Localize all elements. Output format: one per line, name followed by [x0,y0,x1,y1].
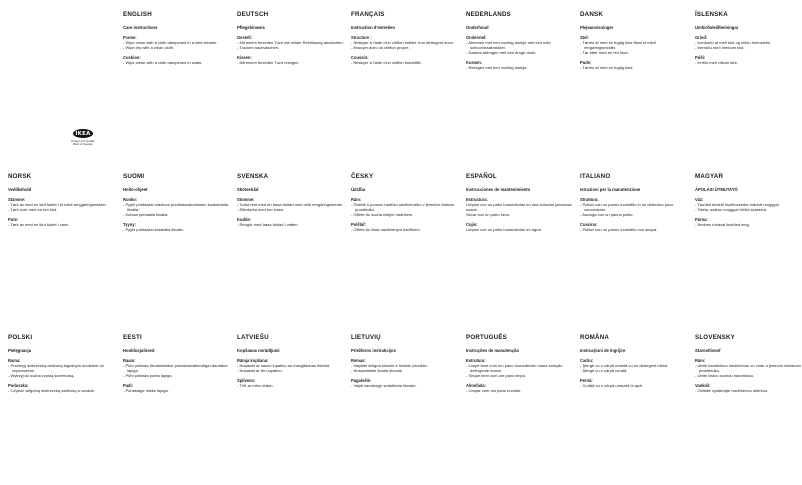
part-heading: Stel: [580,35,589,40]
care-part [351,197,459,218]
instruction-line: - Čistěte s pomocí hadříku navlhčeného v jemném čisticím prostředku. [351,203,459,213]
part-heading: Kussen: [466,59,483,65]
instruction-line: - Seque bem com um pano limpo. [466,374,574,379]
care-part [695,35,802,51]
part-heading: Poduszka: [8,382,29,388]
instruction-line: - Eftertorka med torr trasa. [237,208,345,213]
instruction-line: - Utrite čistou suchou handričkou. [695,374,802,379]
care-part [466,35,574,56]
section-title: Pflegehinweis [237,25,265,30]
instruction-line: - Tør efter med en ren klud. [580,51,688,56]
care-part [580,35,688,56]
part-heading: Stamme: [8,197,26,202]
instruction-line: - Wytrzyj do sucha czystą ściereczką. [8,374,116,379]
section-title: ÁPOLÁSI ÚTMUTATÓ [695,187,738,192]
instruction-line: - Wipe dry with a clean cloth. [123,46,231,51]
instruction-line: - Þerraðu með hreinum klút. [695,46,802,51]
instruction-line: - Rengör med trasa fuktad i vatten. [237,223,345,228]
section-title: Starostlivosť [695,348,721,353]
care-part [466,197,574,218]
logo-tagline: Design and Quality [71,139,95,143]
instruction-line: - Przetrzyj ściereczką zwilżoną łagodnym środkiem do czyszczenia. [8,364,116,374]
instruction-line: - Pyyhi puhtaaksi miedoon puhdistusaineeseen kostutetulla liinalla. [123,203,231,213]
section-title: Údržba [351,187,366,192]
part-heading: Cushion: [123,54,141,60]
part-heading: Struttura: [580,197,599,202]
care-part [237,217,345,228]
instruction-line: - Nusausinkite švaria šluoste. [351,369,459,374]
instruction-line: - Wipe clean with a cloth dampened in water. [123,61,231,66]
care-part [8,217,116,228]
section-title: Onderhoud [466,25,489,30]
logo [70,129,96,147]
care-part [580,222,688,233]
language-heading: ITALIANO [580,173,611,180]
care-part [8,197,116,213]
language-heading: LIETUVIŲ [351,334,381,341]
care-part [237,35,345,51]
instruction-line: - Noslaukt ar tīru lupatiņu. [237,369,345,374]
part-heading: Coussin: [351,54,369,60]
instruction-line: - Essuyer avec un chiffon propre. [351,46,459,51]
instruction-line: - Reinigen met een vochtig doekje. [466,66,574,71]
language-section [466,334,574,398]
instruction-line: - Kuivaa puhtaalla liinalla. [123,213,231,218]
care-part [351,55,459,66]
instruction-line: - Wipe clean with a cloth dampened in a mild cleaner. [123,41,231,46]
instruction-line: - Asciuga con un panno pulito. [580,213,688,218]
instruction-line: - Nettoyer à l'aide d'un chiffon imbibé d'un détergent doux. [351,41,459,46]
care-part [123,55,231,66]
care-part [580,197,688,218]
part-heading: Spilvens: [237,377,256,383]
instruction-line: - Otřete do sucha čistým hadříkem. [351,213,459,218]
part-heading: Pude: [580,59,592,65]
part-heading: Cojín: [466,221,478,227]
instruction-line: - Tørres af med en fugtig klud. [580,66,688,71]
instruction-line: - Şterge cu o cârpă umedă cu un detergent blând. [580,364,688,369]
part-heading: Estrutura: [466,358,486,363]
care-part [695,55,802,66]
language-section [466,11,574,75]
section-title: Instruction d'entretien [351,25,396,30]
language-heading: ÍSLENSKA [695,11,728,18]
section-title: Instrucţiuni de îngrijire [580,348,626,353]
language-heading: ENGLISH [123,11,152,18]
language-heading: MAGYAR [695,173,724,180]
instruction-line: - Trocken nachwischen. [237,46,345,51]
care-part [123,222,231,233]
ikea-logo-icon: IKEA [73,129,93,138]
part-heading: Kudde: [237,216,252,222]
care-part [123,383,231,394]
language-heading: NORSK [8,173,32,180]
instruction-line: - Tørres af med en fugtig klud tilsat et mildt rengøringsmiddel. [580,41,688,51]
instruction-line: - Limpe bem com um pano humedecido numa solução detergente suave. [466,364,574,374]
language-section [237,173,345,232]
language-heading: POLSKI [8,334,33,341]
instruction-line: - Pulisci con un panno inumidito in un detersivo poco concentrato. [580,203,688,213]
part-heading: Rėmas: [351,358,366,363]
section-title: Priežiūros instrukcijos [351,348,396,353]
part-heading: Pute: [8,216,19,222]
part-heading: Rāmja kopšana: [237,358,269,363]
language-heading: SUOMI [123,173,145,180]
part-heading: Rám: [351,197,362,202]
language-section [123,334,231,398]
care-part [8,358,116,379]
care-part [695,217,802,228]
language-heading: ČESKY [351,173,374,180]
language-section [237,334,345,393]
part-heading: Almofada: [466,382,487,388]
part-heading: Frame: [123,35,137,40]
instruction-line: - Nedves ruhával tisztítsd meg. [695,223,802,228]
instruction-line: - Pyyhi puhtaaksi kostealla liinalla. [123,228,231,233]
instruction-line: - Şterge cu o cârpă curată. [580,369,688,374]
instruction-line: - Očistite vyutierajte navlhčenou utierkou. [695,389,802,394]
section-title: Istruzioni per la manutenzione [580,187,641,192]
language-heading: DEUTSCH [237,11,269,18]
instruction-line: - Daarna afdrogen met een droge doek. [466,51,574,56]
part-heading: Vankúš: [695,382,711,388]
instruction-line: - Þurrkaðu af með klút og mildu hreinsiefni. [695,41,802,46]
language-section [351,173,459,237]
care-part [237,197,345,213]
language-section [123,173,231,237]
instruction-line: - Valyti vandenyje sudrėkinta šluoste. [351,384,459,389]
section-title: Plejeanvisninger [580,25,614,30]
care-part [695,358,802,379]
part-heading: Gestell: [237,35,253,40]
section-title: Umhirðuleiðbeiningar [695,25,739,30]
instruction-line: Limpiar con un paño humedecido en una solución jabonosa suave. [466,202,572,212]
instruction-line: - Tørk av med en klut fuktet i et mildt rengjøringsmiddel. [8,203,116,208]
part-heading: Pagalvėlė: [351,377,372,383]
instruction-line: - Mit einem feuchten Tuch mit milder Reinlösung abwischen. [237,41,345,46]
part-heading: Onderstel: [466,35,487,40]
section-title: Kopšanas norādījumi [237,348,280,353]
section-title: Vedlikehold [8,187,32,192]
language-section [580,11,688,75]
part-heading: Púði: [695,54,706,60]
part-heading: Runko: [123,197,138,202]
language-section [351,11,459,70]
care-part [237,378,345,389]
language-heading: ROMÂNA [580,334,610,341]
instruction-line: - Afnemen met een vochtig doekje met een mild schoonmaakmiddel. [466,41,574,51]
part-heading: Polštář: [351,221,367,227]
care-part [580,358,688,374]
care-part [351,35,459,51]
part-heading: Raam: [123,358,136,363]
instruction-line: - Mit einem feuchten Tuch reinigen. [237,61,345,66]
section-title: Instrucciones de mantenimiento [466,187,531,192]
care-part [123,358,231,379]
part-heading: Váz: [695,197,704,202]
instruction-line: - Otřete do čista navlhčeným hadříkem. [351,228,459,233]
care-part [123,197,231,218]
section-title: Pielęgnacja [8,348,32,353]
section-title: Skötselråd [237,187,259,192]
language-section [8,334,116,398]
care-part [237,55,345,66]
language-heading: NEDERLANDS [466,11,511,18]
part-heading: Rám: [695,358,706,363]
language-heading: PORTUGUÊS [466,334,507,341]
instruction-line: Limpiar con un paño humedecido en agua. [466,226,542,232]
language-section [695,173,802,232]
instruction-line: - Limpar com um pano húmido. [466,389,574,394]
language-section [580,173,688,237]
part-heading: Pernă: [580,377,593,383]
care-part [466,383,574,394]
instruction-line: - Pulisci con un panno inumidito con acqua. [580,228,688,233]
part-heading: Grind: [695,35,708,40]
part-heading: Estructura: [466,197,488,202]
part-heading: Párna: [695,216,708,222]
instruction-line: - Pühi puhtaks puhta lapiga. [123,374,231,379]
part-heading: Structure : [351,35,372,40]
care-part [351,222,459,233]
instruction-line: - Tiszta, száraz ronggyal töröld szárazra. [695,208,802,213]
section-title: Hooldusjuhised [123,348,155,353]
language-heading: SLOVENSKY [695,334,735,341]
language-section [237,11,345,70]
care-part [466,222,574,233]
language-heading: DANSK [580,11,604,18]
care-part [237,358,345,374]
instruction-line: - Torka rent med en trasa fuktad med mild rengöringsmedel. [237,203,345,208]
care-part [466,358,574,379]
instruction-line: Secar con un paño seco. [466,211,511,217]
language-heading: LATVIEŠU [237,334,269,341]
care-part [123,35,231,51]
instruction-line: - Tīrīt ar mitru drānu. [237,384,345,389]
language-heading: SVENSKA [237,173,269,180]
instruction-line: - Þrífðu með rökum klút. [695,61,802,66]
part-heading: Kissen: [237,54,252,60]
instruction-line: - Curăţă cu o cârpă umezită în apă. [580,384,688,389]
care-part [351,358,459,374]
section-title: Hoito-ohjeet [123,187,148,192]
instruction-line: - Valykite drėgna šluoste ir švelniu plovikliu. [351,364,459,369]
part-heading: Stomme: [237,197,255,202]
instruction-line: - Tørk av med en klut fuktet i vann. [8,223,116,228]
section-title: Instruções de manutenção [466,348,520,353]
instruction-line: - Noslaukt ar sausu lupatiņu un mazgāšanas līdzekli. [237,364,345,369]
care-part [466,60,574,71]
instruction-line: - Pühi puhtaks õrnatoimelise puhastusvahendiga niisutatud lapiga. [123,364,231,374]
language-section [351,334,459,393]
care-part [351,378,459,389]
part-heading: Tyyny: [123,221,136,227]
part-heading: Rama: [8,358,21,363]
instruction-line: - Tørk over med en ren klut. [8,208,116,213]
instruction-line: - Czyścić wilgotną ściereczką zwilżoną w wodzie. [8,389,116,394]
instruction-line: - Nettoyer à l'aide d'un chiffon humidifié. [351,61,459,66]
language-heading: EESTI [123,334,142,341]
part-heading: Cuscino: [580,221,598,227]
language-section [695,334,802,398]
language-section [8,173,116,232]
care-part [580,378,688,389]
language-heading: ESPAÑOL [466,173,497,180]
logo-tagline: IKEA of Sweden [72,142,94,147]
language-section [580,334,688,393]
care-part [8,383,116,394]
care-part [695,197,802,213]
care-part [580,60,688,71]
part-heading: Cadru: [580,358,594,363]
care-part [695,383,802,394]
language-heading: FRANÇAIS [351,11,385,18]
instruction-line: - Tiszítsd kímélő tisztítószerbe mártott ronggyal. [695,203,802,208]
language-section [123,11,231,70]
section-title: Care instructions [123,25,158,30]
language-section [695,11,802,70]
part-heading: Padi: [123,382,134,388]
instruction-line: - Puhastage niiske lapiga. [123,389,231,394]
language-section [466,173,574,237]
instruction-line: - Utrite handričkou navlhčenou vo vode a jemnom čistiacom prostriedku. [695,364,802,374]
